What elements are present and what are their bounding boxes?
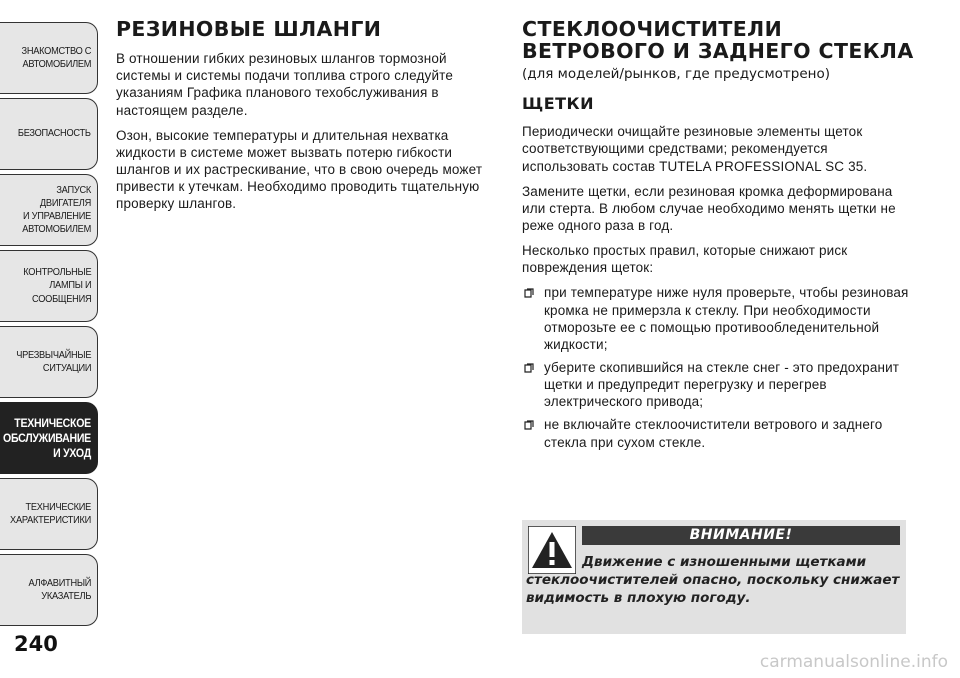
title-line: ВЕТРОВОГО И ЗАДНЕГО СТЕКЛА — [522, 39, 914, 64]
tab-label: ЗАПУСК ДВИГАТЕЛЯ И УПРАВЛЕНИЕ АВТОМОБИЛЕМ — [22, 183, 91, 236]
paragraph: Периодически очищайте резиновые элементы щеток соответствующими средствами; рекомендуется использовать состав TUTELA PROFESSIONAL SC 35. — [522, 124, 868, 174]
warning-box — [522, 520, 906, 634]
paragraph: Озон, высокие температуры и длительная нехватка жидкости в системе может вызвать потерю гибкости шлангов и их растрескивание, что в свою очередь может привести к утечкам. Необходимо проводить тщательную проверку шлангов. — [116, 127, 483, 212]
tab-index[interactable] — [0, 554, 98, 626]
list-item — [522, 284, 917, 353]
warning-header: ВНИМАНИЕ! — [582, 526, 900, 545]
list-item — [522, 359, 917, 410]
section-title-wipers — [522, 18, 917, 62]
page-number: 240 — [14, 632, 58, 656]
paragraph: Замените щетки, если резиновая кромка деформирована или стерта. В любом случае необходимо менять щетки не реже одного раза в год. — [522, 183, 896, 233]
warning-text — [526, 554, 900, 607]
warning-text-content: Движение с изношенными щетками стеклоочистителей опасно, поскольку снижает видимость в плохую погоду. — [526, 554, 900, 606]
right-column — [522, 18, 917, 457]
title-line: СТЕКЛООЧИСТИТЕЛИ — [522, 17, 783, 41]
tab-label: АЛФАВИТНЫЙ УКАЗАТЕЛЬ — [28, 576, 91, 602]
tab-technical-specs[interactable] — [0, 478, 98, 550]
paragraph: В отношении гибких резиновых шлангов тормозной системы и системы подачи топлива строго следуйте указаниям Графика планового техобслуживания в настоящем разделе. — [116, 51, 453, 118]
list-item-text: не включайте стеклоочистители ветрового и заднего стекла при сухом стекле. — [544, 417, 883, 450]
tab-warning-lights[interactable] — [0, 250, 98, 322]
tab-label: ТЕХНИЧЕСКИЕ ХАРАКТЕРИСТИКИ — [9, 500, 91, 526]
bullet-list — [522, 284, 917, 450]
tab-label: БЕЗОПАСНОСТЬ — [18, 127, 91, 140]
list-item-text: уберите скопившийся на стекле снег - это предохранит щетки и предупредит перегрузку и перегрев электрического привода; — [544, 359, 900, 410]
tab-emergencies[interactable] — [0, 326, 98, 398]
tab-label: ЗНАКОМСТВО С АВТОМОБИЛЕМ — [21, 44, 91, 70]
bullet-square-icon — [524, 288, 534, 298]
watermark: carmanualsonline.info — [759, 652, 948, 672]
tab-maintenance[interactable] — [0, 402, 98, 474]
tab-safety[interactable] — [0, 98, 98, 170]
tab-label: КОНТРОЛЬНЫЕ ЛАМПЫ И СООБЩЕНИЯ — [22, 266, 91, 305]
list-item — [522, 416, 917, 450]
bullet-square-icon — [524, 420, 534, 430]
paragraph: Несколько простых правил, которые снижают риск повреждения щеток: — [522, 243, 848, 276]
tab-label: ЧРЕЗВЫЧАЙНЫЕ СИТУАЦИИ — [15, 348, 91, 374]
tab-introduction[interactable] — [0, 22, 98, 94]
chapter-sidebar — [0, 0, 100, 640]
left-column — [116, 18, 486, 220]
tab-label: ТЕХНИЧЕСКОЕ ОБСЛУЖИВАНИЕ И УХОД — [3, 415, 92, 460]
section-title-hoses: РЕЗИНОВЫЕ ШЛАНГИ — [116, 17, 382, 41]
bullet-square-icon — [524, 363, 534, 373]
list-item-text: при температуре ниже нуля проверьте, чтобы резиновая кромка не примерзла к стеклу. При необходимости отморозьте ее с помощью противообледенительной жидкости; — [544, 285, 909, 352]
subsection-title-blades: ЩЕТКИ — [522, 94, 595, 114]
tab-starting-driving[interactable] — [0, 174, 98, 246]
section-subtitle: (для моделей/рынков, где предусмотрено) — [522, 66, 830, 83]
